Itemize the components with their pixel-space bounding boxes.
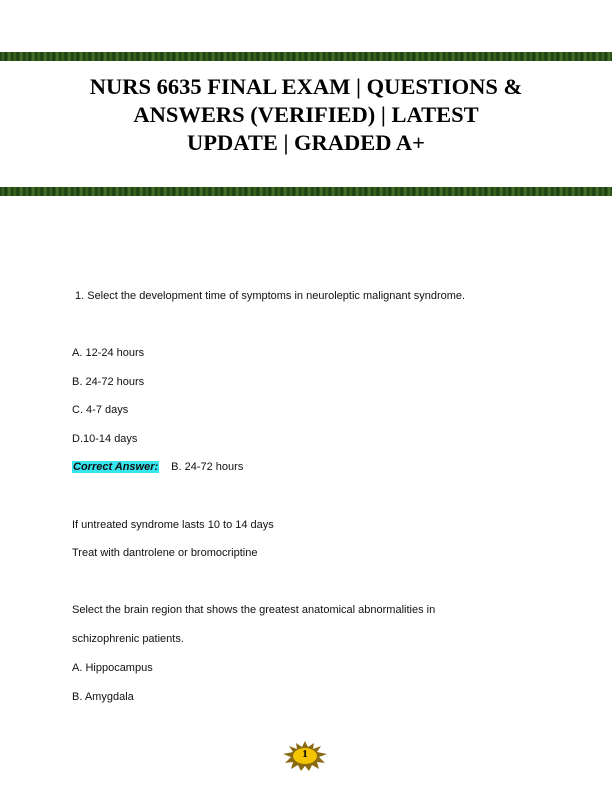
question-2-text-line-1: Select the brain region that shows the greatest anatomical abnormalities in (72, 604, 436, 616)
title-line-2: ANSWERS (VERIFIED) | LATEST (133, 102, 479, 127)
correct-answer-row (72, 460, 243, 474)
option-c: C. 4-7 days (72, 404, 129, 416)
option-b: B. 24-72 hours (72, 376, 145, 388)
correct-answer-value: B. 24-72 hours (171, 461, 244, 473)
bottom-decorative-band (0, 187, 612, 196)
q2-option-a: A. Hippocampus (72, 662, 153, 674)
top-decorative-band (0, 52, 612, 61)
question-1-text: 1. Select the development time of symptoms in neuroleptic malignant syndrome. (75, 290, 466, 302)
title-line-1: NURS 6635 FINAL EXAM | QUESTIONS & (89, 74, 523, 99)
page-number-badge (283, 741, 327, 771)
page-number: 1 (302, 748, 308, 760)
note-2: Treat with dantrolene or bromocriptine (72, 547, 258, 559)
question-2-text-line-2: schizophrenic patients. (72, 633, 184, 645)
option-a: A. 12-24 hours (72, 347, 145, 359)
title-line-3: UPDATE | GRADED A+ (187, 130, 425, 155)
note-1: If untreated syndrome lasts 10 to 14 days (72, 519, 274, 531)
document-title (40, 73, 572, 157)
correct-answer-label: Correct Answer: (73, 461, 159, 473)
q2-option-b: B. Amygdala (72, 691, 134, 703)
option-d: D.10-14 days (72, 433, 138, 445)
